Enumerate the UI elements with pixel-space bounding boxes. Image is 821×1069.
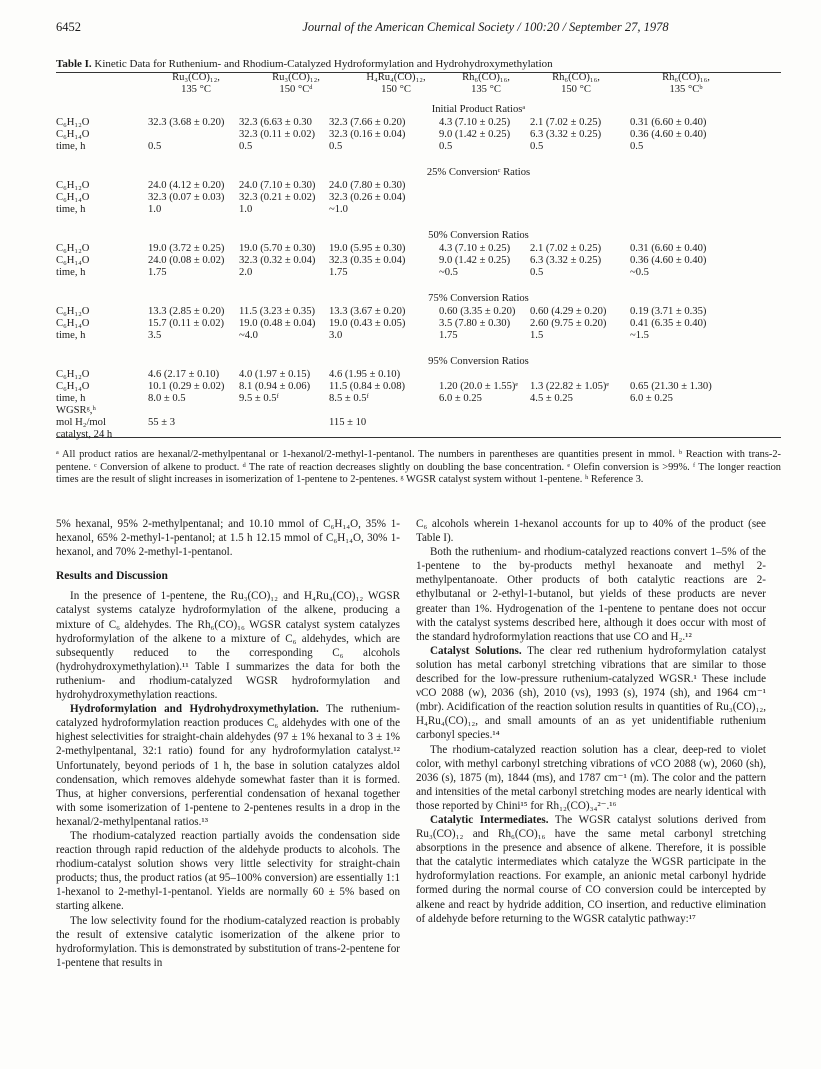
row-label: C₆H₁₂O [56, 306, 90, 317]
table-footnotes: ᵃ All product ratios are hexanal/2-methylpentanal or 1-hexanol/2-methyl-1-pentanol. The numbers in parentheses are quantities present in mmol. ᵇ Reaction with trans-2-pentene. ᶜ Conversion of alkene to product. ᵈ The rate of reaction decreases slightly on doubling the base concentration. ᵉ Olefin conversion is >99%. ᶠ The longer reaction times are the result of slight increases in isomerization of 1-pentene to 2-pentenes. ᵍ WGSR catalyst system without 1-pentene. ʰ Reference 3. [56, 449, 781, 485]
table-cell: 0.5 [239, 141, 253, 152]
table-row [56, 429, 781, 441]
section-spacer [56, 216, 781, 226]
table-cell: 15.7 (0.11 ± 0.02) [148, 318, 225, 329]
row-label: time, h [56, 204, 86, 215]
table-cell: 11.5 (3.23 ± 0.35) [239, 306, 316, 317]
table-cell: 32.3 (0.16 ± 0.04) [329, 129, 406, 140]
table-row [56, 180, 781, 192]
row-label: C₆H₁₂O [56, 369, 90, 380]
column-header [516, 72, 636, 96]
column-header-catalyst: Ru₃(CO)₁₂, [172, 72, 220, 83]
table-cell: 0.31 (6.60 ± 0.40) [630, 243, 707, 254]
table-cell: 1.75 [148, 267, 167, 278]
right-paragraph-3: The rhodium-catalyzed reaction solution has a clear, deep-red to violet color, with methyl carbonyl stretching vibrations of νCO 2088 (w), 2060 (sh), 2036 (s), 1875 (m), 1844 (ms), and 1787 cm⁻¹ (m). The color and the pattern and intensities of the metal carbonyl stretching modes are nearly identical with those reported by Chini¹⁵ for Rh₁₂(CO)₃₄²⁻.¹⁶ [416, 743, 766, 812]
table-cell: 32.3 (0.35 ± 0.04) [329, 255, 406, 266]
section-title: Initial Product Ratiosᵃ [431, 104, 526, 115]
column-header-condition: 150 °Cᵈ [279, 84, 313, 95]
column-header-condition: 135 °C [471, 84, 501, 95]
table-cell: 1.0 [239, 204, 253, 215]
section-title: 25% Conversionᶜ Ratios [426, 167, 531, 178]
row-label: C₆H₁₄O [56, 129, 90, 140]
row-label: WGSRᵍ,ʰ [56, 405, 96, 416]
table-cell: 32.3 (0.11 ± 0.02) [239, 129, 316, 140]
table-cell: 4.6 (2.17 ± 0.10) [148, 369, 220, 380]
table-row [56, 117, 781, 129]
table-cell: 19.0 (3.72 ± 0.25) [148, 243, 225, 254]
table-row [56, 306, 781, 318]
table-cell: 0.41 (6.35 ± 0.40) [630, 318, 707, 329]
table-cell: 24.0 (7.80 ± 0.30) [329, 180, 406, 191]
column-header [626, 72, 746, 96]
row-label: time, h [56, 393, 86, 404]
table-cell: 0.60 (3.35 ± 0.20) [439, 306, 516, 317]
table-cell: 0.31 (6.60 ± 0.40) [630, 117, 707, 128]
table-cell: 0.5 [329, 141, 343, 152]
table-cell: 4.6 (1.95 ± 0.10) [329, 369, 401, 380]
table-bottom-rule [56, 437, 781, 438]
table-cell: 32.3 (3.68 ± 0.20) [148, 117, 225, 128]
column-header-catalyst: Rh₆(CO)₁₆, [662, 72, 710, 83]
table-cell: 0.65 (21.30 ± 1.30) [630, 381, 712, 392]
table-cell: 32.3 (0.26 ± 0.04) [329, 192, 406, 203]
table-column-headers [56, 70, 781, 100]
table-cell: 6.3 (3.32 ± 0.25) [530, 255, 602, 266]
right-column [416, 517, 766, 926]
column-header-catalyst: Ru₃(CO)₁₂, [272, 72, 320, 83]
table-cell: 3.5 [148, 330, 162, 341]
table-cell: 2.0 [239, 267, 253, 278]
table-cell: 32.3 (0.07 ± 0.03) [148, 192, 225, 203]
column-header-catalyst: H₄Ru₄(CO)₁₂, [366, 72, 426, 83]
table-row [56, 417, 781, 429]
table-cell: 24.0 (4.12 ± 0.20) [148, 180, 225, 191]
row-label: C₆H₁₄O [56, 381, 90, 392]
table-row [56, 243, 781, 255]
table-row [56, 369, 781, 381]
section-spacer [56, 342, 781, 352]
page-header [56, 20, 765, 38]
section-spacer [56, 153, 781, 163]
row-label: time, h [56, 141, 86, 152]
table-row [56, 318, 781, 330]
table-cell: 2.1 (7.02 ± 0.25) [530, 243, 602, 254]
table-cell: 6.0 ± 0.25 [630, 393, 673, 404]
table-cell: ~0.5 [439, 267, 458, 278]
paragraph-2 [56, 702, 400, 829]
table-cell: 19.0 (5.95 ± 0.30) [329, 243, 406, 254]
section-spacer [56, 279, 781, 289]
table-body [56, 104, 781, 441]
table-cell: 4.3 (7.10 ± 0.25) [439, 117, 511, 128]
column-header-catalyst: Rh₆(CO)₁₆, [462, 72, 510, 83]
table-cell: 10.1 (0.29 ± 0.02) [148, 381, 225, 392]
table-cell: 8.0 ± 0.5 [148, 393, 186, 404]
table-row [56, 192, 781, 204]
right-paragraph-4-heading: Catalytic Intermediates. [430, 813, 549, 826]
table-cell: 0.19 (3.71 ± 0.35) [630, 306, 707, 317]
table-cell: 2.60 (9.75 ± 0.20) [530, 318, 607, 329]
table-cell: 8.5 ± 0.5ᶠ [329, 393, 369, 404]
row-label: C₆H₁₂O [56, 117, 90, 128]
table-row [56, 405, 781, 417]
table-cell: 3.0 [329, 330, 343, 341]
table-cell: 1.20 (20.0 ± 1.55)ᵉ [439, 381, 519, 392]
paragraph-1: In the presence of 1-pentene, the Ru₃(CO)₁₂ and H₄Ru₄(CO)₁₂ WGSR catalyst systems catalyze hydroformylation of the alkene, producing a mixture of C₆ aldehydes. The Rh₆(CO)₁₆ WGSR catalyst system catalyzes hydroformylation of the alkene to a mixture of C₆ aldehydes, which are subsequently reduced to the corresponding C₆ alcohols (hydrohydroxymethylation).¹¹ Table I summarizes the data for both the ruthenium- and rhodium-catalyzed WGSR hydroformylation and hydrohydroxymethylation reactions. [56, 590, 400, 702]
table-cell: 0.5 [439, 141, 453, 152]
row-label: C₆H₁₂O [56, 243, 90, 254]
table-row [56, 267, 781, 279]
column-header-condition: 150 °C [561, 84, 591, 95]
table-cell: ~1.5 [630, 330, 649, 341]
left-column [56, 517, 400, 970]
right-paragraph-4 [416, 813, 766, 926]
table-cell: 13.3 (2.85 ± 0.20) [148, 306, 225, 317]
table-cell: 2.1 (7.02 ± 0.25) [530, 117, 602, 128]
table-cell: 32.3 (0.21 ± 0.02) [239, 192, 316, 203]
table-cell: 1.3 (22.82 ± 1.05)ᵉ [530, 381, 610, 392]
row-label: mol H₂/mol [56, 417, 106, 428]
column-header-condition: 135 °Cᵇ [669, 84, 703, 95]
table-cell: 115 ± 10 [329, 417, 367, 428]
table-row [56, 255, 781, 267]
table-cell: ~4.0 [239, 330, 258, 341]
table-row [56, 381, 781, 393]
table-row [56, 393, 781, 405]
table-row [56, 330, 781, 342]
table-cell: 0.5 [530, 141, 544, 152]
section-title: 75% Conversion Ratios [428, 293, 529, 304]
row-label: C₆H₁₄O [56, 192, 90, 203]
table-cell: 19.0 (5.70 ± 0.30) [239, 243, 316, 254]
table-cell: 6.0 ± 0.25 [439, 393, 482, 404]
table-cell: 0.5 [530, 267, 544, 278]
paragraph-3: The rhodium-catalyzed reaction partially avoids the condensation side reaction through rapid reduction of the aldehyde products to alcohols. The rhodium-catalyst solution shows very little selectivity for straight-chain products; thus, the product ratios (at 95–100% conversion) are essentially 1:1 1-hexanol to 2-methyl-1-pentanol. Yields are normally 60 ± 5% based on starting alkene. [56, 829, 400, 913]
table-cell: ~0.5 [630, 267, 649, 278]
left-column-intro: 5% hexanal, 95% 2-methylpentanal; and 10.10 mmol of C₆H₁₄O, 35% 1-hexanol, 65% 2-methyl-1-pentanol; at 1.5 h 12.15 mmol of C₆H₁₄O, 30% 1-hexanol, and 70% 2-methyl-1-pentanol. [56, 518, 400, 559]
column-header-condition: 150 °C [381, 84, 411, 95]
right-paragraph-2-heading: Catalyst Solutions. [430, 644, 522, 657]
table-cell: 1.75 [439, 330, 458, 341]
row-label: time, h [56, 267, 86, 278]
table-cell: 9.0 (1.42 ± 0.25) [439, 129, 511, 140]
table-label: Table I. [56, 58, 92, 70]
kinetic-data-table [56, 70, 781, 441]
table-row [56, 141, 781, 153]
table-cell: 1.75 [329, 267, 348, 278]
right-paragraph-2 [416, 644, 766, 743]
column-header-condition: 135 °C [181, 84, 211, 95]
table-cell: 4.3 (7.10 ± 0.25) [439, 243, 511, 254]
table-caption [56, 58, 781, 70]
row-label: C₆H₁₄O [56, 318, 90, 329]
right-column-continuation: C₆ alcohols wherein 1-hexanol accounts for up to 40% of the product (see Table I). [416, 518, 766, 545]
row-label: catalyst, 24 h [56, 429, 113, 440]
right-paragraph-4-text: The WGSR catalyst solutions derived from Ru₃(CO)₁₂ and Rh₆(CO)₁₆ have the same metal carbonyl stretching absorptions in the presence and absence of alkene. Therefore, it is possible that the catalytic intermediates which catalyze the WGSR participate in the hydroformylation reactions. For example, an anionic metal carbonyl hydride formed during the normal course of CO conversion could be intercepted by alkene and react by hydride addition, CO insertion, and reductive elimination of aldehyde before returning to the WGSR catalytic pathway:¹⁷ [416, 813, 766, 925]
table-row [56, 129, 781, 141]
table-cell: 4.5 ± 0.25 [530, 393, 573, 404]
paragraph-2-heading: Hydroformylation and Hydrohydroxymethylation. [70, 703, 319, 716]
table-cell: 32.3 (7.66 ± 0.20) [329, 117, 406, 128]
page-number: 6452 [56, 20, 81, 34]
table-cell: 1.5 [530, 330, 544, 341]
table-cell: 1.0 [148, 204, 162, 215]
right-paragraph-1: Both the ruthenium- and rhodium-catalyzed reactions convert 1–5% of the 1-pentene to the by-products methyl hexanoate and methyl 2-methylpentanoate. Other products of both catalytic reactions are 2-ethylbutanal or 2-ethyl-1-butanol, but yields of these products are never greater than 1%. Hydrogenation of the 1-pentene to pentane does not occur with the catalyst systems described here, although it does occur with most of the standard hydroformylation reactions that use CO and H₂.¹² [416, 546, 766, 643]
table-cell: 8.1 (0.94 ± 0.06) [239, 381, 311, 392]
table-cell: 0.36 (4.60 ± 0.40) [630, 129, 707, 140]
table-cell: 32.3 (0.32 ± 0.04) [239, 255, 316, 266]
table-cell: 0.5 [630, 141, 644, 152]
table-cell: 3.5 (7.80 ± 0.30) [439, 318, 511, 329]
table-cell: 19.0 (0.43 ± 0.05) [329, 318, 406, 329]
table-cell: 9.5 ± 0.5ᶠ [239, 393, 279, 404]
paragraph-2-text: The ruthenium-catalyzed hydroformylation reaction produces C₆ aldehydes with one of the highest selectivities for straight-chain aldehydes (97 ± 1% hexanal to 3 ± 1% 2-methylpentanal, 32:1 ratio) found for any hydroformylation catalyst.¹² Unfortunately, beyond periods of 1 h, the base in solution catalyzes aldol condensation, which removes aldehyde somewhat faster than it is formed. Thus, at higher conversions, perferential condensation of hexanal together with some isomerization of 1-pentene to 2-pentenes results in a drop in the hexanal/2-methylpentanal ratios.¹³ [56, 703, 401, 828]
column-header-catalyst: Rh₆(CO)₁₆, [552, 72, 600, 83]
section-heading: Results and Discussion [56, 570, 168, 583]
table-row [56, 204, 781, 216]
table-cell: 9.0 (1.42 ± 0.25) [439, 255, 511, 266]
row-label: C₆H₁₄O [56, 255, 90, 266]
paragraph-4: The low selectivity found for the rhodium-catalyzed reaction is probably the result of extensive catalytic isomerization of the alkene prior to hydroformylation. This is demonstrated by substitution of trans-2-pentene for 1-pentene that results in [56, 914, 400, 969]
table-cell: 4.0 (1.97 ± 0.15) [239, 369, 311, 380]
table-cell: 0.5 [148, 141, 162, 152]
row-label: time, h [56, 330, 86, 341]
table-cell: 0.60 (4.29 ± 0.20) [530, 306, 607, 317]
table-cell: ~1.0 [329, 204, 348, 215]
table-cell: 13.3 (3.67 ± 0.20) [329, 306, 406, 317]
section-title: 50% Conversion Ratios [428, 230, 529, 241]
table-cell: 6.3 (3.32 ± 0.25) [530, 129, 602, 140]
table-cell: 32.3 (6.63 ± 0.30 [239, 117, 312, 128]
row-label: C₆H₁₂O [56, 180, 90, 191]
table-cell: 11.5 (0.84 ± 0.08) [329, 381, 406, 392]
table-cell: 24.0 (0.08 ± 0.02) [148, 255, 225, 266]
table-title: Kinetic Data for Ruthenium- and Rhodium-Catalyzed Hydroformylation and Hydrohydroxymethylation [94, 58, 553, 70]
section-title: 95% Conversion Ratios [428, 356, 529, 367]
table-cell: 55 ± 3 [148, 417, 176, 428]
right-paragraph-2-text: The clear red ruthenium hydroformylation catalyst solution has metal carbonyl stretching vibrations that are similar to those described for the low-pressure ruthenium-catalyzed WGSR.¹ These include νCO 2088 (w), 2036 (sh), 2010 (vs), 1993 (s), 1974 (sh), and 1964 cm⁻¹ (mbr). Acidification of the reaction solution results in quantities of Ru₃(CO)₁₂, H₄Ru₄(CO)₁₂, and small amounts of an as yet unidentifiable ruthenium carbonyl species.¹⁴ [416, 644, 766, 742]
journal-running-head: Journal of the American Chemical Society / 100:20 / September 27, 1978 [302, 20, 669, 34]
table-cell: 19.0 (0.48 ± 0.04) [239, 318, 316, 329]
table-cell: 0.36 (4.60 ± 0.40) [630, 255, 707, 266]
table-cell: 24.0 (7.10 ± 0.30) [239, 180, 316, 191]
